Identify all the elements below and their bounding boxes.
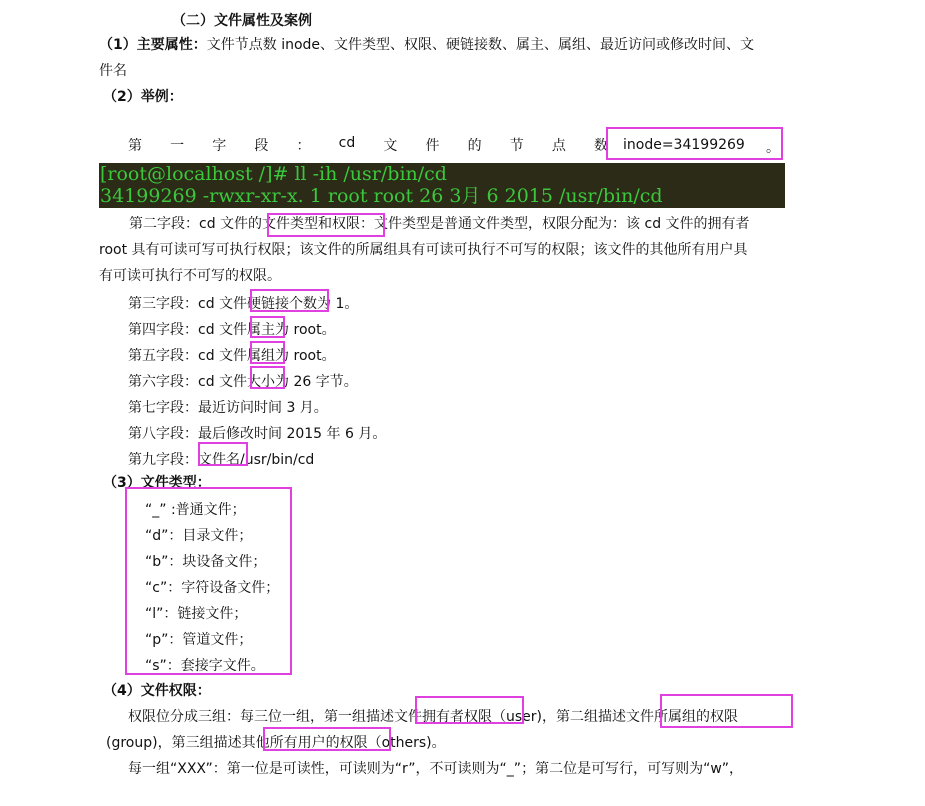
file-perms-label: （4）文件权限： <box>103 683 211 699</box>
field2-line2: root 具有可读可写可执行权限；该文件的所属组具有可读可执行不可写的权限；该文件的其他所有用户具 <box>99 242 748 258</box>
main-attributes-text: 文件节点数 inode、文件类型、权限、硬链接数、属主、属组、最近访问或修改时间、文 <box>206 37 755 53</box>
others-perm-highlight-box <box>263 727 391 751</box>
main-attributes-label: （1）主要属性： <box>99 37 207 53</box>
file-types-label: （3）文件类型： <box>103 475 211 491</box>
first-field-line <box>128 135 608 155</box>
terminal-result-line: 34199269 -rwxr-xr-x. 1 root root 26 3月 6 2015 /usr/bin/cd <box>100 185 663 207</box>
file-type-item: “p”：管道文件； <box>145 632 253 648</box>
field7-line: 第七字段：最近访问时间 3 月。 <box>128 400 328 416</box>
perm-line1: 权限位分成三组：每三位一组，第一组描述文件拥有者权限（user)，第二组描述文件所属组的权限 <box>128 709 738 725</box>
owner-perm-highlight-box <box>415 696 524 724</box>
type-perm-highlight-box <box>267 213 385 237</box>
field9-line: 第九字段：文件名/usr/bin/cd <box>128 452 315 468</box>
example-label: （2）举例： <box>103 89 183 105</box>
main-attributes-paragraph <box>99 32 785 84</box>
field2-highlight: 文件类型和权限： <box>262 216 375 232</box>
section-title: （二）文件属性及案例 <box>172 13 312 29</box>
first-field-char: 一 <box>170 138 185 154</box>
file-type-item: “b”：块设备文件； <box>145 554 267 570</box>
field5-line: 第五字段：cd 文件属组为 root。 <box>128 348 336 364</box>
file-type-item: “_” :普通文件； <box>145 502 246 518</box>
field3-line: 第三字段：cd 文件硬链接个数为 1。 <box>128 296 359 312</box>
first-field-char: 件 <box>425 138 440 154</box>
filename-highlight-box <box>198 442 248 466</box>
first-field-char: 第 <box>128 138 142 154</box>
file-type-item: “s”：套接字文件。 <box>145 658 265 674</box>
terminal-output <box>99 163 785 208</box>
field2-paragraph <box>99 211 785 289</box>
field6-line: 第六字段：cd 文件大小为 26 字节。 <box>128 374 358 390</box>
owner-highlight-box <box>250 316 285 338</box>
first-field-char: 数 <box>593 138 608 154</box>
field2-post: 文件类型是普通文件类型，权限分配为：该 cd 文件的拥有者 <box>374 216 750 232</box>
field4-line: 第四字段：cd 文件属主为 root。 <box>128 322 336 338</box>
first-field-char: 点 <box>551 138 566 154</box>
hardlink-highlight-box <box>250 289 329 312</box>
first-field-char: cd <box>338 135 356 151</box>
field2-pre: 第二字段：cd 文件的 <box>129 216 263 232</box>
main-attributes-text-cont: 件名 <box>99 63 127 79</box>
first-field-char: 段 <box>254 138 269 154</box>
inode-highlight-box <box>606 127 783 160</box>
first-field-char: 文 <box>383 138 398 154</box>
file-type-item: “l”：链接文件； <box>145 606 248 622</box>
terminal-command-line: [root@localhost /]# ll -ih /usr/bin/cd <box>100 163 447 185</box>
perm-line3: 每一组“XXX”：第一位是可读性，可读则为“r”，不可读则为“_”；第二位是可写行，可写则为“w”， <box>128 761 744 777</box>
first-field-char: 节 <box>509 138 524 154</box>
group-perm-highlight-box <box>660 694 793 728</box>
file-type-item: “c”：字符设备文件； <box>145 580 280 596</box>
first-field-char: 字 <box>212 138 227 154</box>
first-field-period: 。 <box>766 140 780 156</box>
perm-line2: (group)，第三组描述其他所有用户的权限（others)。 <box>106 735 446 751</box>
first-field-char: 的 <box>467 138 482 154</box>
file-type-item: “d”：目录文件； <box>145 528 253 544</box>
group-highlight-box <box>250 341 285 364</box>
size-highlight-box <box>250 366 285 389</box>
first-field-char: ： <box>296 138 311 154</box>
inode-value: inode=34199269 <box>623 137 745 153</box>
field2-line3: 有可读可执行不可写的权限。 <box>99 268 281 284</box>
field8-line: 第八字段：最后修改时间 2015 年 6 月。 <box>128 426 387 442</box>
